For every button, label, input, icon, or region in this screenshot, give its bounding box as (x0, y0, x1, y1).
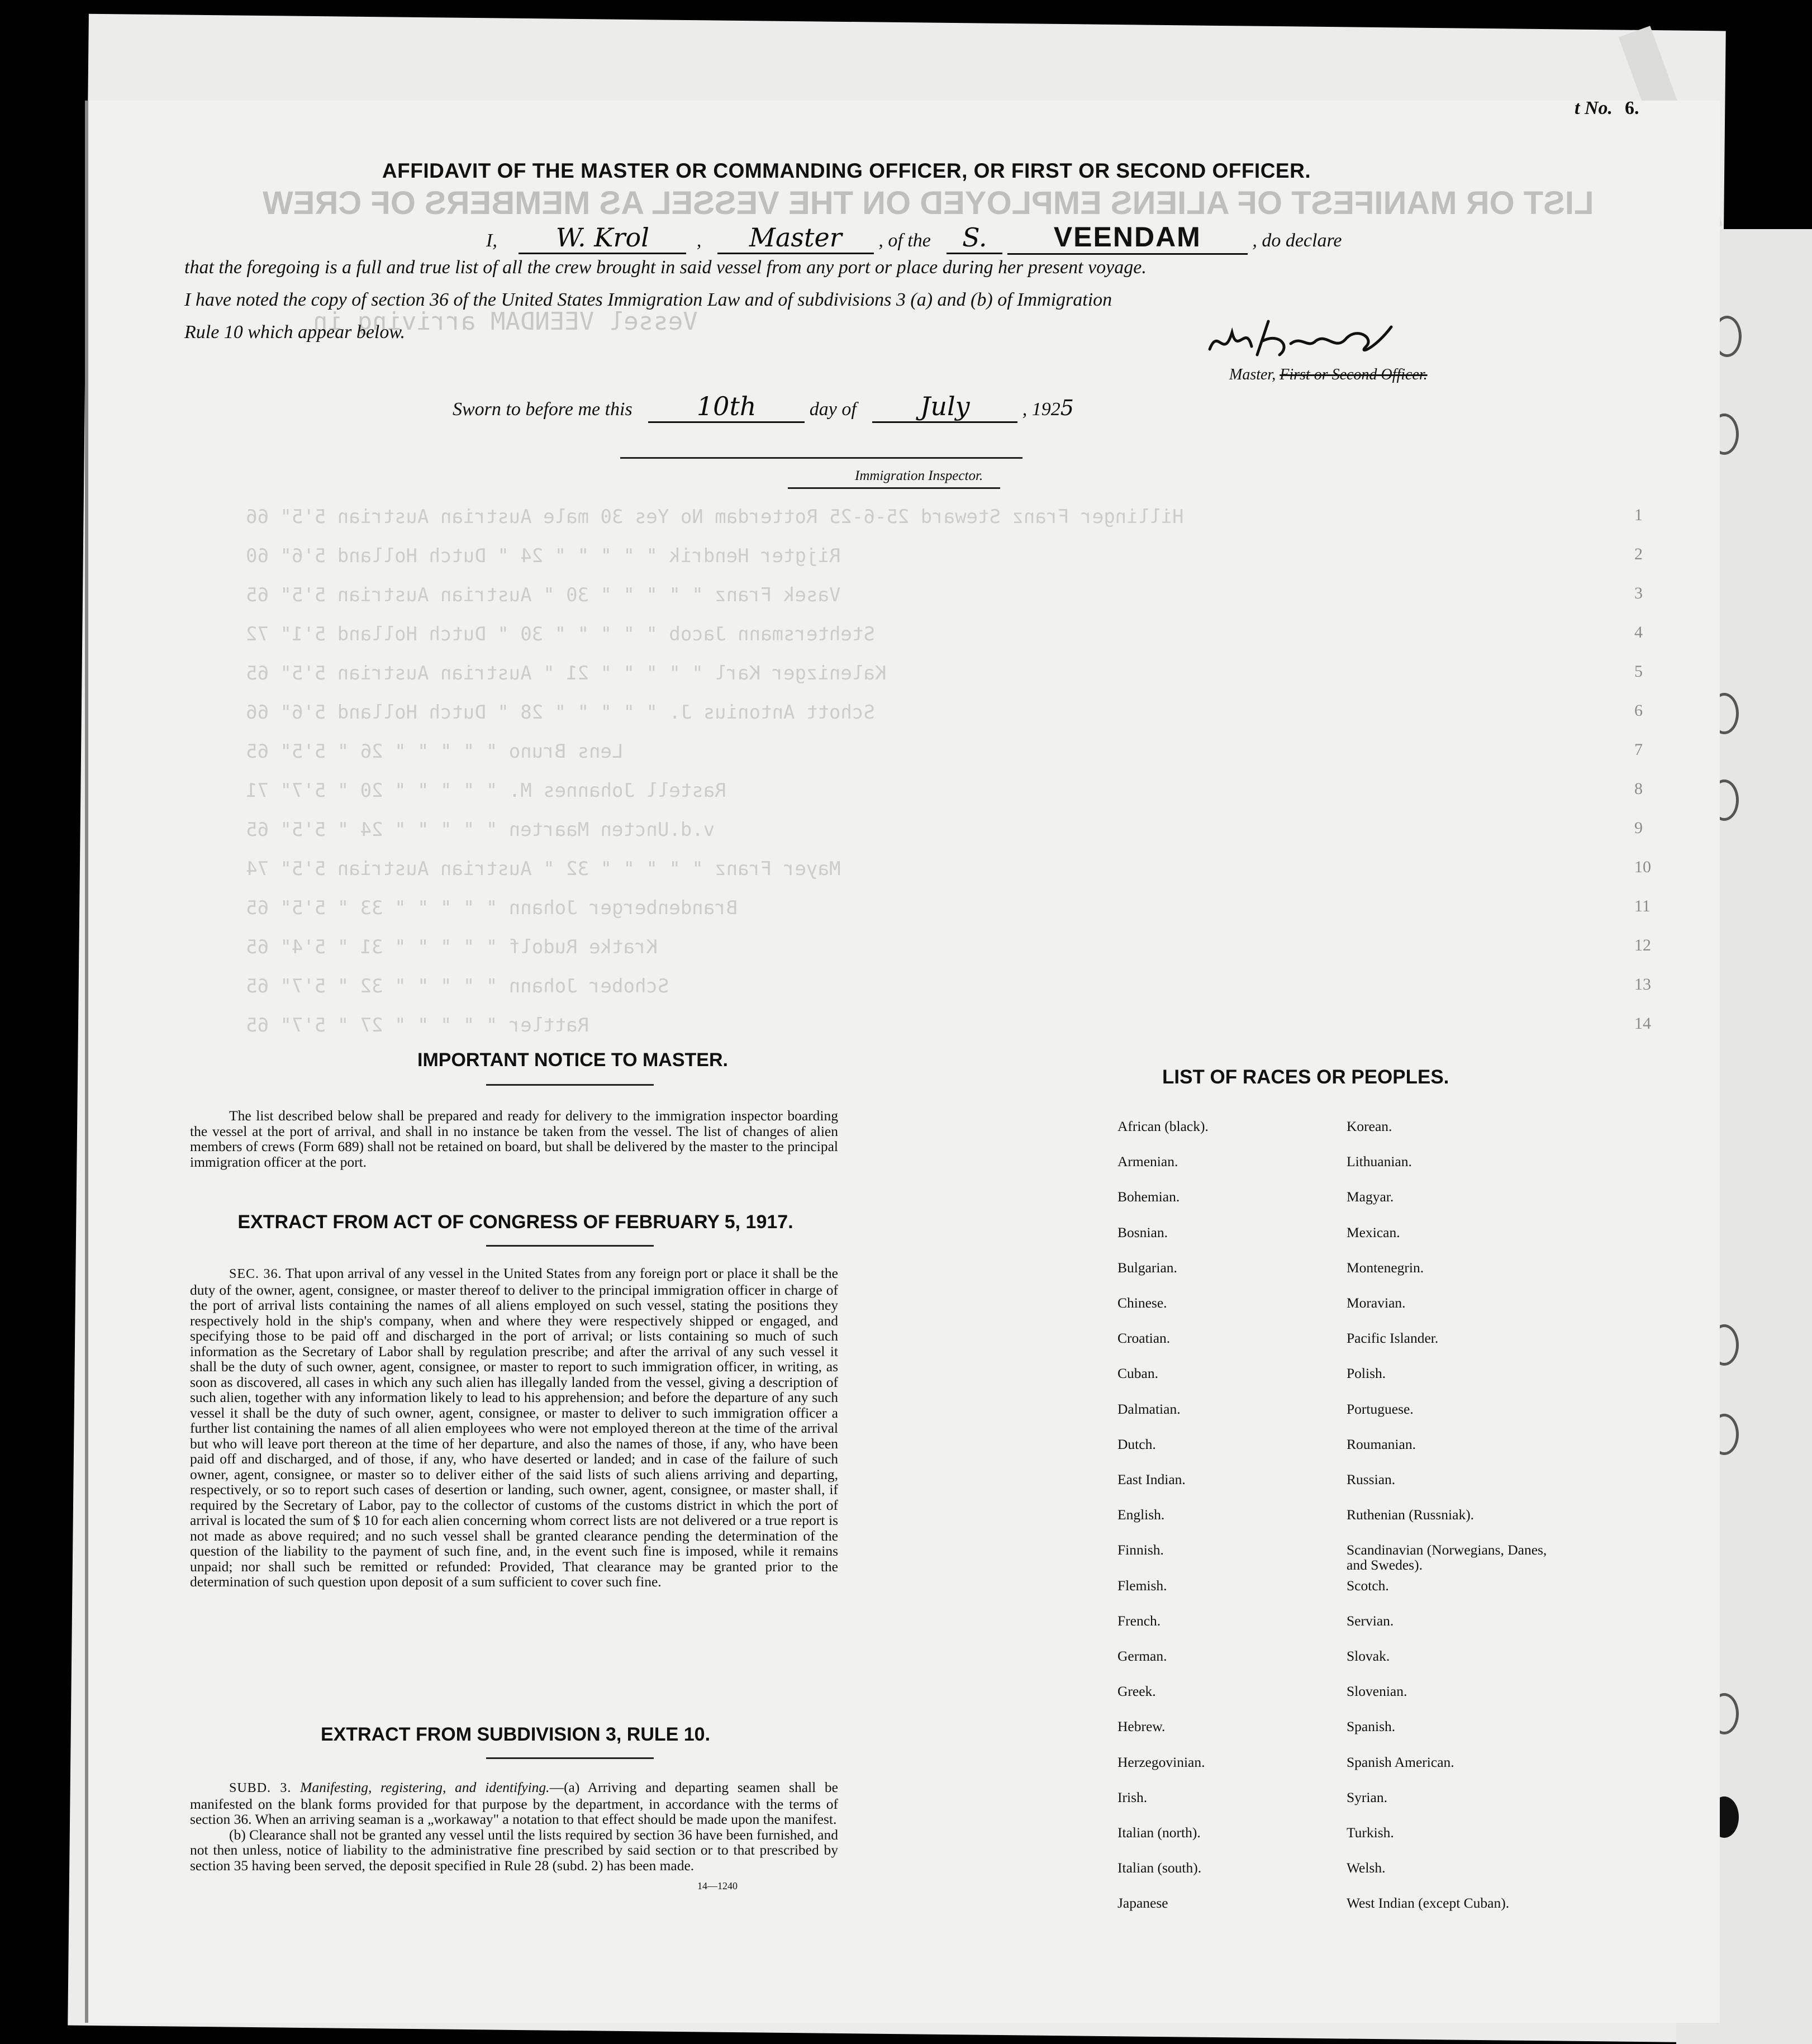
ghost-manifest-row: Stehtersmann Jacob " " " " " 30 " Dutch Holland 5'1" 72 (246, 623, 875, 645)
ghost-row-number: 5 (1634, 662, 1643, 681)
notice-rule (486, 1084, 654, 1086)
ghost-row-number: 10 (1634, 858, 1651, 876)
race-item: Irish. (1117, 1789, 1148, 1805)
race-item: Scotch. (1347, 1577, 1389, 1594)
race-item: Hebrew. (1117, 1718, 1166, 1735)
race-item: Bulgarian. (1117, 1259, 1177, 1276)
ghost-row-number: 6 (1634, 701, 1643, 720)
notice-text (190, 1108, 838, 1170)
year-prefix: , 192 (1022, 399, 1060, 420)
ghost-manifest-row: Hillinger Franz Steward 25-6-25 Rotterdam No Yes 30 male Austrian Austrian 5'5" 66 (246, 506, 1184, 528)
sig-caption-struck: First or Second Officer. (1280, 366, 1428, 383)
race-item: Lithuanian. (1347, 1153, 1412, 1170)
race-item: Greek. (1117, 1683, 1156, 1700)
ghost-manifest-row: Schott Antonius J. " " " " " 28 " Dutch Holland 5'6" 66 (246, 701, 875, 724)
race-item: Scandinavian (Norwegians, Danes, and Swedes). (1347, 1542, 1547, 1574)
race-item: Syrian. (1347, 1789, 1387, 1805)
race-item: Herzegovinian. (1117, 1753, 1205, 1770)
race-item: Bohemian. (1117, 1189, 1180, 1205)
race-item: Finnish. (1117, 1542, 1164, 1558)
act-heading: EXTRACT FROM ACT OF CONGRESS OF FEBRUARY 5, 1917. (237, 1211, 793, 1233)
race-item: Magyar. (1347, 1189, 1394, 1205)
race-item: English. (1117, 1506, 1165, 1523)
race-item: East Indian. (1117, 1471, 1186, 1487)
race-item: Portuguese. (1347, 1400, 1414, 1417)
affidavit-line-1: I, W. Krol , Master , of the S. VEENDAM , do declare (486, 221, 1342, 255)
ghost-manifest-row: v.d.Uncten Maarten " " " " " 24 " 5'5" 65 (246, 819, 715, 841)
sheet-number-value: 6. (1625, 98, 1639, 118)
race-item: West Indian (except Cuban). (1347, 1895, 1510, 1912)
race-item: Italian (north). (1117, 1824, 1201, 1841)
race-item: Dalmatian. (1117, 1400, 1181, 1417)
race-item: Polish. (1347, 1365, 1386, 1382)
race-item: Ruthenian (Russniak). (1347, 1506, 1475, 1523)
race-item: Bosnian. (1117, 1224, 1168, 1240)
sheet-number-label: t No. (1575, 98, 1613, 118)
i-label: I, (486, 230, 497, 251)
rule-paragraph-b: (b) Clearance shall not be granted any vessel until the lists required by section 36 have been furnished, and not then unless, notice of liability to the administrative fine prescribed by said section or to that prescribed by section 35 having been served, the deposit specified in Rule 28 (subd. 2) has been made. (190, 1826, 838, 1874)
ghost-row-number: 1 (1634, 506, 1643, 524)
rule-text (190, 1780, 838, 1873)
affidavit-title: AFFIDAVIT OF THE MASTER OR COMMANDING OFFICER, OR FIRST OR SECOND OFFICER. (382, 159, 1311, 182)
act-paragraph (190, 1266, 838, 1590)
vessel-name: VEENDAM (1007, 221, 1248, 255)
race-item: African (black). (1117, 1118, 1209, 1134)
ghost-manifest-row: Vasek Franz " " " " " 30 " Austrian Austrian 5'5" 65 (246, 584, 841, 606)
ghost-row-number: 7 (1634, 740, 1643, 759)
ghost-row-number: 13 (1634, 975, 1651, 994)
notice-paragraph: The list described below shall be prepared and ready for delivery to the immigration inspector boarding the vessel at the port of arrival, and shall in no instance be taken from the vessel. The list of changes of alien members of crews (Form 689) shall not be retained on board, but shall be delivered by the master to the principal immigration officer at the port. (190, 1107, 838, 1170)
ghost-manifest-row: Rastell Johannes M. " " " " " 20 " 5'7" 71 (246, 779, 726, 802)
race-item: Pacific Islander. (1347, 1330, 1439, 1347)
ghost-manifest-row: Rattler " " " " " 27 " 5'7" 65 (246, 1014, 589, 1037)
ghost-row-number: 12 (1634, 936, 1651, 954)
inspector-signature-line (620, 457, 1022, 459)
race-item: French. (1117, 1612, 1161, 1629)
sworn-label: Sworn to before me this (453, 399, 632, 420)
sworn-line (453, 391, 1074, 423)
race-item: Spanish. (1347, 1718, 1396, 1735)
race-item: Armenian. (1117, 1153, 1178, 1170)
race-item: Cuban. (1117, 1365, 1158, 1382)
ghost-manifest-row: Rijgter Hendrik " " " " " 24 " Dutch Holland 5'6" 60 (246, 545, 841, 567)
sheet-number (1575, 98, 1639, 119)
inspector-label: Immigration Inspector. (855, 468, 983, 483)
race-item: Korean. (1347, 1118, 1392, 1134)
day-of-label: day of (809, 399, 857, 420)
rule-paragraph-a (190, 1780, 838, 1827)
form-number: 14—1240 (697, 1880, 738, 1891)
act-rule (486, 1245, 654, 1247)
ghost-row-number: 9 (1634, 819, 1643, 837)
races-heading: LIST OF RACES OR PEOPLES. (1162, 1066, 1449, 1088)
race-item: Servian. (1347, 1612, 1394, 1629)
ghost-manifest-row: Lens Bruno " " " " " 26 " 5'5" 65 (246, 740, 624, 763)
race-item: Croatian. (1117, 1330, 1171, 1347)
race-item: Japanese (1117, 1895, 1168, 1912)
master-name: W. Krol (519, 222, 686, 254)
race-item: Russian. (1347, 1471, 1396, 1487)
ghost-manifest-row: Kalenizger Karl " " " " " 21 " Austrian Austrian 5'5" 65 (246, 662, 887, 684)
race-item: Turkish. (1347, 1824, 1394, 1841)
ghost-row-number: 2 (1634, 545, 1643, 563)
sig-caption-master: Master, (1229, 366, 1276, 383)
affidavit-line-3: I have noted the copy of section 36 of the United States Immigration Law and of subdivisions 3 (a) and (b) of Immigration (184, 289, 1112, 310)
ghost-row-number: 11 (1634, 897, 1651, 915)
signature-caption (1229, 366, 1428, 384)
ghost-row-number: 3 (1634, 584, 1643, 602)
ghost-vessel-line: Vessel VEENDAM arriving in (313, 307, 698, 336)
ghost-manifest-title: LIST OR MANIFEST OF ALIENS EMPLOYED ON THE VESSEL AS MEMBERS OF CREW (263, 185, 1594, 221)
rule-text-a: —(a) Arriving and departing seamen shall be manifested on the blank forms provided for that purpose by the department, in accordance with the terms of section 36. When an arriving seaman is a „workaway" a notation to that effect should be made upon the manifest. (190, 1779, 838, 1827)
sworn-year: 5 (1060, 396, 1074, 420)
rule-rule (486, 1757, 654, 1759)
act-text (190, 1266, 838, 1590)
ghost-row-number: 8 (1634, 779, 1643, 798)
sworn-day: 10th (648, 391, 805, 423)
rule-lead: SUBD. 3. (229, 1781, 292, 1795)
act-lead: SEC. 36. (229, 1267, 282, 1281)
vessel-prefix: S. (947, 222, 1002, 254)
race-item: Spanish American. (1347, 1753, 1454, 1770)
race-item: Italian (south). (1117, 1860, 1202, 1876)
inspector-rule (788, 487, 1000, 489)
affidavit-line-2: that the foregoing is a full and true list of all the crew brought in said vessel from any port or place during her present voyage. (184, 257, 1147, 278)
rule-lead-italic: Manifesting, registering, and identifying. (300, 1779, 550, 1795)
ghost-row-number: 14 (1634, 1014, 1651, 1033)
race-item: Dutch. (1117, 1435, 1156, 1452)
declare-label: , do declare (1252, 230, 1342, 251)
race-item: German. (1117, 1648, 1167, 1664)
race-item: Chinese. (1117, 1295, 1167, 1311)
race-item: Montenegrin. (1347, 1259, 1424, 1276)
sworn-month: July (872, 391, 1017, 423)
ghost-manifest-row: Brandenberger Johann " " " " " 33 " 5'5" 65 (246, 897, 738, 919)
race-item: Slovenian. (1347, 1683, 1407, 1700)
ghost-manifest-row: Schober Johann " " " " " 32 " 5'7" 65 (246, 975, 669, 997)
rule-heading: EXTRACT FROM SUBDIVISION 3, RULE 10. (320, 1724, 711, 1745)
affidavit-line-4: Rule 10 which appear below. (184, 322, 406, 343)
race-item: Roumanian. (1347, 1435, 1416, 1452)
of-the-label: , of the (878, 230, 931, 251)
ghost-manifest-row: Mayer Franz " " " " " 32 " Austrian Austrian 5'5" 74 (246, 858, 841, 880)
race-item: Welsh. (1347, 1860, 1386, 1876)
race-item: Mexican. (1347, 1224, 1400, 1240)
race-item: Slovak. (1347, 1648, 1390, 1664)
race-item: Flemish. (1117, 1577, 1167, 1594)
act-body: That upon arrival of any vessel in the United States from any foreign port or place it shall be the duty of the owner, agent, consignee, or master thereof to deliver to the principal immigration officer in charge of the port of arrival lists containing the names of all aliens employed on such vessel, stating the positions they respectively hold in the ship's company, when and where they were respectively shipped or engaged, and specifying those to be paid off and discharged in the port of arrival; or lists containing so much of such information as the Secretary of Labor shall by regulation prescribe; and after the arrival of any such vessel it shall be the duty of such owner, agent, consignee, or master to report to such immigration officer, in writing, as soon as discovered, all cases in which any such alien has illegally landed from the vessel, giving a description of such alien, together with any information likely to lead to his apprehension; and before the departure of any such vessel it shall be the duty of such owner, agent, consignee, or master to deliver to such immigration officer a further list containing the names of all alien employees who were not employed thereon at the time of the arrival but who will leave port thereon at the time of her departure, and also the names of those, if any, who have been paid off and discharged, and of those, if any, who have deserted or landed; and in case of the failure of such owner, agent, consignee, or master so to deliver either of the said lists of such aliens arriving and departing, respectively, or so to report such cases of desertion or landing, such owner, agent, consignee, or master shall, if required by the Secretary of Labor, pay to the collector of customs of the customs district in which the port of arrival is located the sum of $ 10 for each alien concerning whom correct lists are not delivered or a true report is not made as above required; and no such vessel shall be granted clearance pending the determination of the question of the liability to the payment of such fine, and, in the event such fine is imposed, while it remains unpaid; nor shall such be remitted or refunded: Provided, That clearance may be granted prior to the determination of such question upon deposit of a sum sufficient to cover such fine. (190, 1265, 838, 1590)
ghost-manifest-row: Kratke Rudolf " " " " " 31 " 5'4" 65 (246, 936, 658, 958)
master-signature (1207, 316, 1408, 366)
ghost-row-number: 4 (1634, 623, 1643, 641)
notice-heading: IMPORTANT NOTICE TO MASTER. (417, 1049, 728, 1071)
race-item: Moravian. (1347, 1295, 1406, 1311)
master-rank: Master (717, 222, 874, 254)
